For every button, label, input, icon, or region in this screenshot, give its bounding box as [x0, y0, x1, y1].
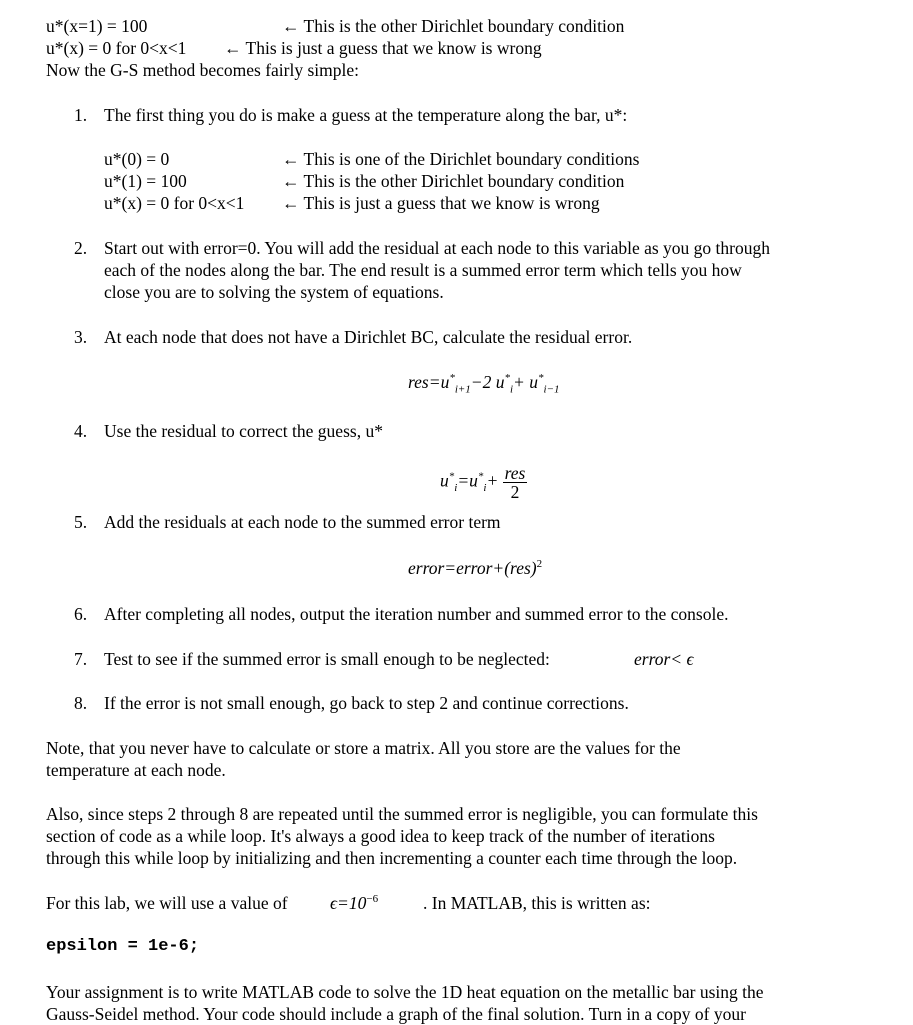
- step-text: Add the residuals at each node to the summed error term: [104, 512, 501, 532]
- also-line: Also, since steps 2 through 8 are repeated until the summed error is negligible, you can formulate this: [46, 804, 758, 824]
- star: *: [449, 372, 455, 385]
- lab-text-a: For this lab, we will use a value of: [46, 893, 288, 913]
- step-number: 1.: [74, 105, 88, 125]
- guess-right: ← This is one of the Dirichlet boundary conditions: [282, 149, 640, 169]
- sub: i: [483, 482, 487, 495]
- epsilon-exponent: −6: [366, 893, 379, 906]
- guess-right: ← This is just a guess that we know is wrong: [282, 193, 600, 213]
- star: *: [448, 470, 455, 483]
- step-number: 6.: [74, 604, 88, 624]
- guess-left: u*(0) = 0: [104, 149, 170, 169]
- step-text-line: Start out with error=0. You will add the residual at each node to this variable as you go through: [104, 238, 770, 258]
- test-expression: error< ϵ: [634, 649, 694, 669]
- assignment-line: Your assignment is to write MATLAB code to solve the 1D heat equation on the metallic bar using the: [46, 982, 764, 1002]
- note-line: Note, that you never have to calculate or store a matrix. All you store are the values for the: [46, 738, 681, 758]
- also-line: through this while loop by initializing and then incrementing a counter each time through the loop.: [46, 848, 738, 868]
- top-line-2-left: u*(x) = 0 for 0<x<1: [46, 38, 187, 58]
- res-lhs: res: [408, 372, 429, 392]
- step-text: At each node that does not have a Dirichlet BC, calculate the residual error.: [104, 327, 633, 347]
- note-line: temperature at each node.: [46, 760, 226, 780]
- fraction-denominator: 2: [510, 482, 520, 502]
- star: *: [477, 470, 484, 483]
- step-number: 2.: [74, 238, 88, 258]
- lab-text-b: . In MATLAB, this is written as:: [423, 893, 651, 913]
- res-term-c: + u: [513, 372, 538, 392]
- corr-mid: =u: [457, 470, 478, 491]
- step-text-line: each of the nodes along the bar. The end result is a summed error term which tells you how: [104, 260, 742, 280]
- step-text: Use the residual to correct the guess, u*: [104, 421, 383, 441]
- correction-equation: [440, 464, 527, 501]
- error-equation: [408, 558, 542, 579]
- assignment-line: Gauss-Seidel method. Your code should include a graph of the final solution. Turn in a copy of your: [46, 1004, 746, 1024]
- step-text: Test to see if the summed error is small enough to be neglected:: [104, 649, 550, 669]
- error-sup: 2: [536, 558, 543, 571]
- step-text-line: close you are to solving the system of equations.: [104, 282, 444, 302]
- sub: i−1: [543, 383, 560, 396]
- fraction-numerator: res: [504, 463, 526, 483]
- code-line: epsilon = 1e-6;: [46, 937, 200, 956]
- residual-equation: $res=u^*_{i+1}-2$ $u^*_i+ u^*_{i-1}$: [408, 372, 560, 396]
- step-number: 5.: [74, 512, 88, 532]
- top-line-1-right: ← This is the other Dirichlet boundary condition: [282, 16, 625, 36]
- step-number: 8.: [74, 693, 88, 713]
- sub: i+1: [454, 383, 471, 396]
- guess-left: u*(1) = 100: [104, 171, 187, 191]
- error-expr: error=error+(res): [408, 558, 537, 578]
- step-number: 4.: [74, 421, 88, 441]
- top-line-2-right: ← This is just a guess that we know is wrong: [224, 38, 542, 58]
- top-line-3: Now the G-S method becomes fairly simple:: [46, 60, 359, 80]
- guess-left: u*(x) = 0 for 0<x<1: [104, 193, 245, 213]
- fraction: [503, 464, 528, 501]
- sub: i: [509, 383, 514, 396]
- step-number: 3.: [74, 327, 88, 347]
- step-text: If the error is not small enough, go back to step 2 and continue corrections.: [104, 693, 629, 713]
- star: *: [537, 372, 544, 385]
- epsilon-value: ϵ=10: [330, 893, 367, 913]
- res-term-a: u: [440, 372, 450, 392]
- step-text: After completing all nodes, output the iteration number and summed error to the console.: [104, 604, 729, 624]
- sub: i: [454, 482, 458, 495]
- also-line: section of code as a while loop. It's always a good idea to keep track of the number of iterations: [46, 826, 715, 846]
- corr-lhs: u: [440, 470, 449, 491]
- guess-right: ← This is the other Dirichlet boundary condition: [282, 171, 625, 191]
- step-text: The first thing you do is make a guess at the temperature along the bar, u*:: [104, 105, 628, 125]
- top-line-1-left: u*(x=1) = 100: [46, 16, 148, 36]
- epsilon-expression: [330, 893, 378, 914]
- step-number: 7.: [74, 649, 88, 669]
- res-term-b: −2 u: [470, 372, 505, 392]
- star: *: [504, 372, 510, 385]
- corr-plus: +: [486, 470, 499, 491]
